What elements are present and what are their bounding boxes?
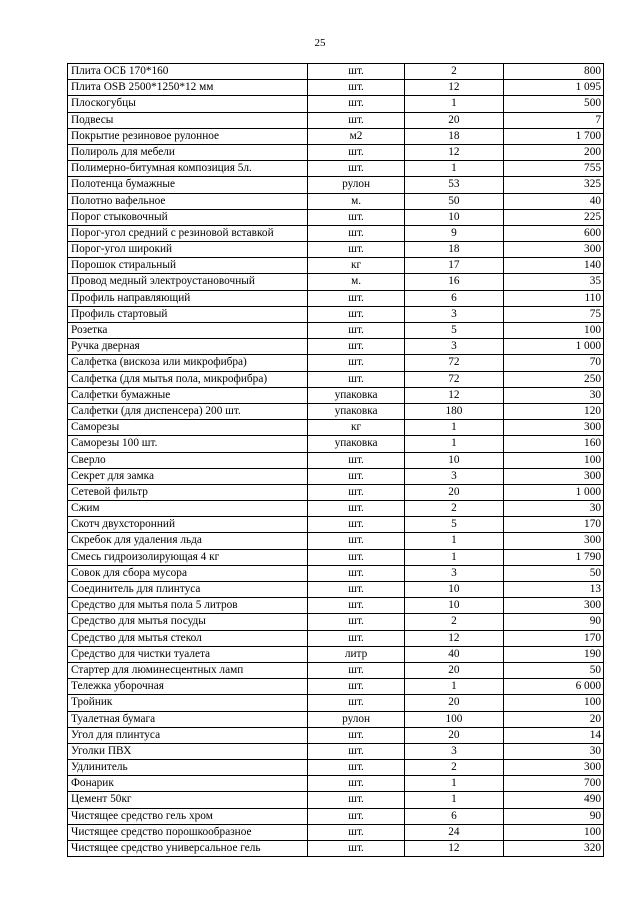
item-price-cell: 190 [503, 646, 603, 662]
item-name-cell: Порог-угол широкий [68, 242, 308, 258]
table-row [68, 96, 604, 112]
item-price-cell: 300 [503, 760, 603, 776]
item-price-cell: 30 [503, 387, 603, 403]
item-quantity-cell: 18 [405, 128, 503, 144]
table-row [68, 225, 604, 241]
table-row [68, 760, 604, 776]
item-name-cell: Скребок для удаления льда [68, 533, 308, 549]
item-unit-cell: упаковка [307, 387, 404, 403]
item-price-cell: 700 [503, 776, 603, 792]
item-unit-cell: кг [307, 258, 404, 274]
table-row [68, 193, 604, 209]
item-quantity-cell: 12 [405, 80, 503, 96]
item-unit-cell: шт. [307, 598, 404, 614]
item-quantity-cell: 12 [405, 630, 503, 646]
item-price-cell: 100 [503, 323, 603, 339]
item-name-cell: Чистящее средство универсальное гель [68, 841, 308, 857]
table-row [68, 549, 604, 565]
item-unit-cell: м. [307, 274, 404, 290]
table-row [68, 80, 604, 96]
item-price-cell: 7 [503, 112, 603, 128]
item-name-cell: Цемент 50кг [68, 792, 308, 808]
item-unit-cell: шт. [307, 323, 404, 339]
table-row [68, 614, 604, 630]
item-unit-cell: шт. [307, 290, 404, 306]
item-price-cell: 170 [503, 517, 603, 533]
item-name-cell: Тройник [68, 695, 308, 711]
items-table [67, 63, 604, 857]
item-price-cell: 90 [503, 808, 603, 824]
item-quantity-cell: 50 [405, 193, 503, 209]
item-name-cell: Порог стыковочный [68, 209, 308, 225]
item-name-cell: Профиль стартовый [68, 306, 308, 322]
item-name-cell: Чистящее средство порошкообразное [68, 824, 308, 840]
item-quantity-cell: 100 [405, 711, 503, 727]
item-price-cell: 1 700 [503, 128, 603, 144]
table-row [68, 355, 604, 371]
table-row [68, 630, 604, 646]
item-name-cell: Порошок стиральный [68, 258, 308, 274]
table-row [68, 468, 604, 484]
table-row [68, 177, 604, 193]
item-name-cell: Смесь гидроизолирующая 4 кг [68, 549, 308, 565]
item-unit-cell: шт. [307, 209, 404, 225]
item-unit-cell: шт. [307, 533, 404, 549]
item-quantity-cell: 6 [405, 290, 503, 306]
table-row [68, 646, 604, 662]
item-unit-cell: шт. [307, 112, 404, 128]
item-name-cell: Чистящее средство гель хром [68, 808, 308, 824]
item-quantity-cell: 72 [405, 371, 503, 387]
item-quantity-cell: 18 [405, 242, 503, 258]
items-table-body [68, 64, 604, 857]
item-quantity-cell: 1 [405, 776, 503, 792]
table-row [68, 517, 604, 533]
item-name-cell: Ручка дверная [68, 339, 308, 355]
item-name-cell: Фонарик [68, 776, 308, 792]
item-name-cell: Профиль направляющий [68, 290, 308, 306]
item-price-cell: 100 [503, 695, 603, 711]
item-quantity-cell: 2 [405, 614, 503, 630]
item-name-cell: Сжим [68, 501, 308, 517]
item-quantity-cell: 1 [405, 533, 503, 549]
item-name-cell: Совок для сбора мусора [68, 565, 308, 581]
item-name-cell: Соединитель для плинтуса [68, 582, 308, 598]
item-unit-cell: м2 [307, 128, 404, 144]
item-price-cell: 40 [503, 193, 603, 209]
item-price-cell: 500 [503, 96, 603, 112]
table-row [68, 598, 604, 614]
item-price-cell: 50 [503, 565, 603, 581]
item-unit-cell: шт. [307, 776, 404, 792]
item-quantity-cell: 16 [405, 274, 503, 290]
table-row [68, 339, 604, 355]
item-quantity-cell: 1 [405, 436, 503, 452]
item-price-cell: 300 [503, 598, 603, 614]
item-name-cell: Салфетка (вискоза или микрофибра) [68, 355, 308, 371]
item-price-cell: 30 [503, 743, 603, 759]
item-quantity-cell: 10 [405, 452, 503, 468]
item-quantity-cell: 20 [405, 112, 503, 128]
item-name-cell: Тележка уборочная [68, 679, 308, 695]
item-name-cell: Салфетки бумажные [68, 387, 308, 403]
item-quantity-cell: 6 [405, 808, 503, 824]
table-row [68, 808, 604, 824]
item-quantity-cell: 1 [405, 549, 503, 565]
table-row [68, 501, 604, 517]
item-quantity-cell: 9 [405, 225, 503, 241]
item-price-cell: 140 [503, 258, 603, 274]
item-quantity-cell: 2 [405, 501, 503, 517]
item-price-cell: 300 [503, 242, 603, 258]
item-price-cell: 225 [503, 209, 603, 225]
item-quantity-cell: 5 [405, 323, 503, 339]
item-quantity-cell: 20 [405, 695, 503, 711]
item-name-cell: Секрет для замка [68, 468, 308, 484]
table-row [68, 679, 604, 695]
item-price-cell: 160 [503, 436, 603, 452]
table-row [68, 128, 604, 144]
item-quantity-cell: 53 [405, 177, 503, 193]
item-name-cell: Плоскогубцы [68, 96, 308, 112]
item-name-cell: Средство для мытья посуды [68, 614, 308, 630]
item-unit-cell: шт. [307, 614, 404, 630]
item-unit-cell: шт. [307, 824, 404, 840]
item-name-cell: Сверло [68, 452, 308, 468]
item-price-cell: 30 [503, 501, 603, 517]
item-name-cell: Туалетная бумага [68, 711, 308, 727]
item-price-cell: 200 [503, 144, 603, 160]
table-row [68, 711, 604, 727]
table-row [68, 824, 604, 840]
item-name-cell: Покрытие резиновое рулонное [68, 128, 308, 144]
item-price-cell: 1 790 [503, 549, 603, 565]
item-unit-cell: упаковка [307, 436, 404, 452]
item-quantity-cell: 3 [405, 565, 503, 581]
item-name-cell: Плита ОСБ 170*160 [68, 64, 308, 80]
item-name-cell: Полироль для мебели [68, 144, 308, 160]
item-quantity-cell: 10 [405, 582, 503, 598]
item-quantity-cell: 3 [405, 339, 503, 355]
item-name-cell: Порог-угол средний с резиновой вставкой [68, 225, 308, 241]
page-number: 25 [314, 37, 326, 49]
item-name-cell: Средство для мытья пола 5 литров [68, 598, 308, 614]
item-unit-cell: шт. [307, 144, 404, 160]
table-row [68, 841, 604, 857]
item-name-cell: Саморезы 100 шт. [68, 436, 308, 452]
item-unit-cell: шт. [307, 306, 404, 322]
item-unit-cell: шт. [307, 452, 404, 468]
item-price-cell: 6 000 [503, 679, 603, 695]
item-unit-cell: шт. [307, 225, 404, 241]
item-price-cell: 14 [503, 727, 603, 743]
item-unit-cell: литр [307, 646, 404, 662]
item-quantity-cell: 72 [405, 355, 503, 371]
item-price-cell: 90 [503, 614, 603, 630]
item-quantity-cell: 24 [405, 824, 503, 840]
table-row [68, 565, 604, 581]
item-unit-cell: шт. [307, 161, 404, 177]
table-row [68, 743, 604, 759]
item-unit-cell: шт. [307, 339, 404, 355]
item-name-cell: Угол для плинтуса [68, 727, 308, 743]
item-unit-cell: рулон [307, 711, 404, 727]
item-unit-cell: шт. [307, 630, 404, 646]
item-quantity-cell: 20 [405, 484, 503, 500]
item-unit-cell: шт. [307, 468, 404, 484]
item-price-cell: 120 [503, 403, 603, 419]
item-name-cell: Розетка [68, 323, 308, 339]
item-unit-cell: шт. [307, 501, 404, 517]
table-row [68, 436, 604, 452]
item-price-cell: 100 [503, 452, 603, 468]
table-row [68, 290, 604, 306]
item-unit-cell: шт. [307, 679, 404, 695]
item-unit-cell: шт. [307, 792, 404, 808]
item-unit-cell: шт. [307, 64, 404, 80]
item-price-cell: 800 [503, 64, 603, 80]
table-row [68, 792, 604, 808]
table-row [68, 323, 604, 339]
item-unit-cell: шт. [307, 80, 404, 96]
table-row [68, 582, 604, 598]
item-price-cell: 35 [503, 274, 603, 290]
item-quantity-cell: 40 [405, 646, 503, 662]
item-price-cell: 170 [503, 630, 603, 646]
item-unit-cell: шт. [307, 760, 404, 776]
item-price-cell: 1 095 [503, 80, 603, 96]
table-row [68, 533, 604, 549]
item-name-cell: Подвесы [68, 112, 308, 128]
item-quantity-cell: 3 [405, 468, 503, 484]
item-quantity-cell: 10 [405, 209, 503, 225]
item-quantity-cell: 12 [405, 841, 503, 857]
item-price-cell: 755 [503, 161, 603, 177]
item-price-cell: 300 [503, 533, 603, 549]
item-unit-cell: шт. [307, 662, 404, 678]
item-unit-cell: шт. [307, 484, 404, 500]
table-row [68, 662, 604, 678]
item-quantity-cell: 3 [405, 306, 503, 322]
item-unit-cell: упаковка [307, 403, 404, 419]
item-name-cell: Уголки ПВХ [68, 743, 308, 759]
table-row [68, 420, 604, 436]
item-price-cell: 1 000 [503, 339, 603, 355]
item-name-cell: Средство для чистки туалета [68, 646, 308, 662]
item-name-cell: Провод медный электроустановочный [68, 274, 308, 290]
item-price-cell: 300 [503, 420, 603, 436]
item-price-cell: 250 [503, 371, 603, 387]
item-name-cell: Стартер для люминесцентных ламп [68, 662, 308, 678]
item-unit-cell: шт. [307, 517, 404, 533]
item-name-cell: Скотч двухсторонний [68, 517, 308, 533]
item-unit-cell: шт. [307, 743, 404, 759]
table-row [68, 387, 604, 403]
item-unit-cell: шт. [307, 355, 404, 371]
item-quantity-cell: 3 [405, 743, 503, 759]
item-quantity-cell: 12 [405, 144, 503, 160]
item-price-cell: 75 [503, 306, 603, 322]
item-quantity-cell: 180 [405, 403, 503, 419]
item-price-cell: 325 [503, 177, 603, 193]
item-price-cell: 300 [503, 468, 603, 484]
item-price-cell: 320 [503, 841, 603, 857]
item-name-cell: Саморезы [68, 420, 308, 436]
table-row [68, 242, 604, 258]
table-row [68, 452, 604, 468]
item-quantity-cell: 10 [405, 598, 503, 614]
item-name-cell: Полотенца бумажные [68, 177, 308, 193]
item-price-cell: 490 [503, 792, 603, 808]
item-unit-cell: шт. [307, 841, 404, 857]
table-row [68, 403, 604, 419]
item-quantity-cell: 1 [405, 420, 503, 436]
table-row [68, 258, 604, 274]
item-name-cell: Плита OSB 2500*1250*12 мм [68, 80, 308, 96]
item-name-cell: Удлинитель [68, 760, 308, 776]
item-price-cell: 20 [503, 711, 603, 727]
item-unit-cell: шт. [307, 808, 404, 824]
item-name-cell: Сетевой фильтр [68, 484, 308, 500]
table-row [68, 64, 604, 80]
item-unit-cell: шт. [307, 242, 404, 258]
item-unit-cell: шт. [307, 695, 404, 711]
item-quantity-cell: 5 [405, 517, 503, 533]
table-row [68, 695, 604, 711]
item-price-cell: 50 [503, 662, 603, 678]
item-unit-cell: шт. [307, 565, 404, 581]
item-name-cell: Полимерно-битумная композиция 5л. [68, 161, 308, 177]
item-unit-cell: шт. [307, 96, 404, 112]
table-row [68, 371, 604, 387]
item-quantity-cell: 1 [405, 161, 503, 177]
item-quantity-cell: 20 [405, 727, 503, 743]
item-quantity-cell: 1 [405, 96, 503, 112]
item-unit-cell: кг [307, 420, 404, 436]
item-name-cell: Салфетки (для диспенсера) 200 шт. [68, 403, 308, 419]
item-quantity-cell: 2 [405, 64, 503, 80]
table-row [68, 274, 604, 290]
table-row [68, 144, 604, 160]
item-unit-cell: шт. [307, 582, 404, 598]
item-quantity-cell: 1 [405, 679, 503, 695]
table-row [68, 112, 604, 128]
table-row [68, 161, 604, 177]
table-row [68, 209, 604, 225]
item-unit-cell: м. [307, 193, 404, 209]
item-unit-cell: шт. [307, 371, 404, 387]
item-unit-cell: рулон [307, 177, 404, 193]
table-row [68, 727, 604, 743]
item-quantity-cell: 2 [405, 760, 503, 776]
item-quantity-cell: 20 [405, 662, 503, 678]
item-price-cell: 70 [503, 355, 603, 371]
item-price-cell: 110 [503, 290, 603, 306]
table-row [68, 484, 604, 500]
item-name-cell: Средство для мытья стекол [68, 630, 308, 646]
item-quantity-cell: 17 [405, 258, 503, 274]
table-row [68, 306, 604, 322]
item-price-cell: 600 [503, 225, 603, 241]
item-price-cell: 100 [503, 824, 603, 840]
item-name-cell: Полотно вафельное [68, 193, 308, 209]
table-row [68, 776, 604, 792]
item-unit-cell: шт. [307, 727, 404, 743]
item-name-cell: Салфетка (для мытья пола, микрофибра) [68, 371, 308, 387]
item-quantity-cell: 12 [405, 387, 503, 403]
item-unit-cell: шт. [307, 549, 404, 565]
item-price-cell: 1 000 [503, 484, 603, 500]
item-price-cell: 13 [503, 582, 603, 598]
item-quantity-cell: 1 [405, 792, 503, 808]
